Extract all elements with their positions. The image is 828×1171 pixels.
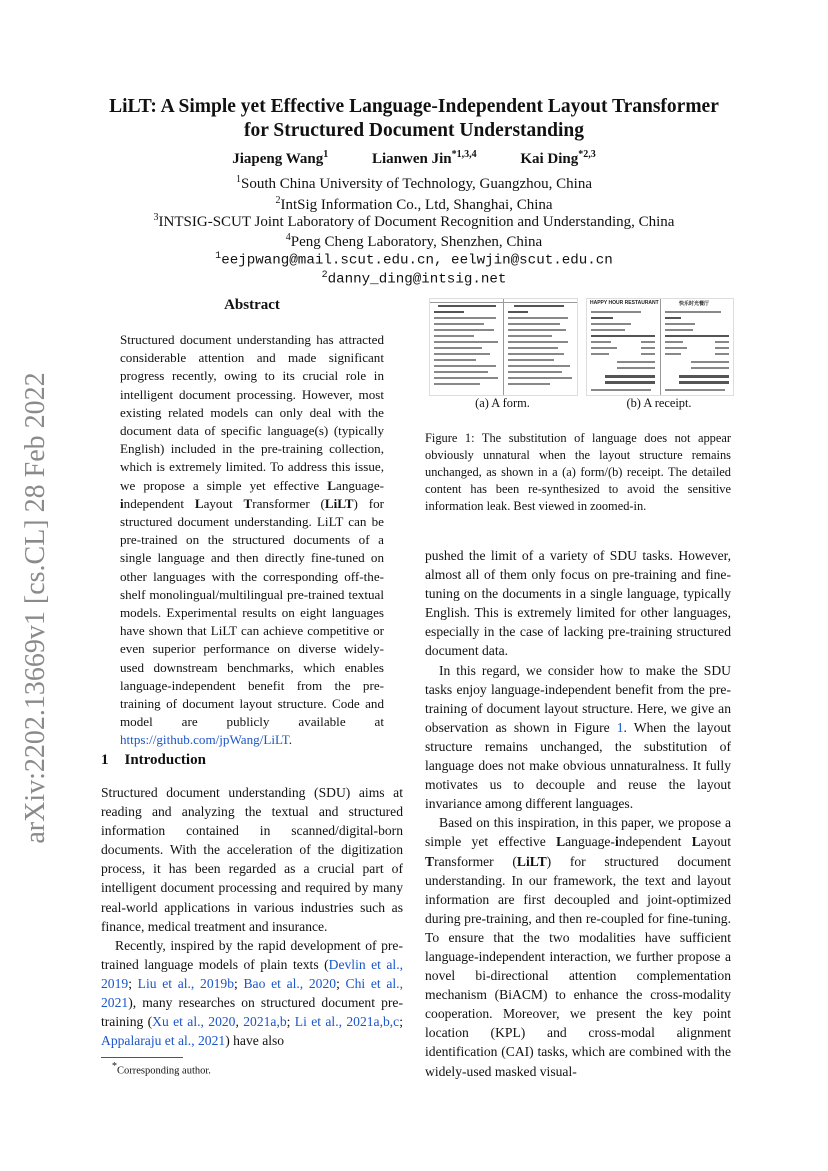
citation-chi[interactable]: Chi et al., 2021 bbox=[101, 975, 403, 1011]
title-line-1: LiLT: A Simple yet Effective Language-Independent Layout Transformer bbox=[109, 96, 719, 117]
affiliation-2: $^2$IntSig Information Co., Ltd, Shanghai, China bbox=[275, 195, 553, 213]
intro-right-column bbox=[425, 546, 731, 1081]
intro-paragraph-2: Recently, inspired by the rapid development of pre-trained language models of plain texts (Devlin et al., 2019; Liu et al., 2019b; Bao et al., 2020; Chi et al., 2021), many researches on structured document pre-training (Xu et al., 2020, 2021a,b; Li et al., 2021a,b,c; Appalaraju et al., 2021) have also bbox=[101, 937, 404, 1049]
author-list bbox=[60, 149, 768, 168]
email-line-1: $^1$eejpwang@mail.scut.edu.cn, eelwjin@scut.edu.cn bbox=[215, 251, 613, 269]
subcaption-form: (a) A form. bbox=[475, 396, 530, 410]
intro-right-paragraph-2: In this regard, we consider how to make the SDU tasks enjoy language-independent benefit from the pre-training of document layout structure. Here, we give an observation as shown in Figure 1. When the layout structure remains unchanged, the substitution of language does not make obvious unnaturalness. It fully motivates us to decouple and reuse the layout invariance among different languages. bbox=[425, 662, 731, 812]
form-image bbox=[429, 298, 578, 396]
intro-left-column bbox=[101, 783, 403, 1050]
abstract-heading: Abstract bbox=[224, 297, 280, 313]
author-1: Jiapeng Wang$^1$ bbox=[232, 149, 329, 167]
email-line-2: $^2$danny_ding@intsig.net bbox=[321, 270, 507, 288]
intro-right-paragraph-3: Based on this inspiration, in this paper, we propose a simple yet effective Language-independent Layout Transformer (LiLT) for structured document understanding. In our framework, the text and layout information are first decoupled and joint-optimized during pre-training, and then re-coupled for fine-tuning. To ensure that the two modalities have sufficient language-independent interaction, we further propose a novel bi-directional attention complementation mechanism (BiACM) to enhance the cross-modality cooperation. Moreover, we present the key point location (KPL) and cross-modal alignment identification (CAI) tasks, which are combined with the widely-used masked visual- bbox=[425, 815, 731, 1079]
code-link[interactable]: https://github.com/jpWang/LiLT bbox=[120, 732, 289, 748]
citation-bao[interactable]: Bao et al., 2020 bbox=[243, 975, 337, 991]
intro-paragraph-1: Structured document understanding (SDU) aims at reading and analyzing the textual and structured information contained in scanned/digital-born documents. With the acceleration of the digitization process, it has been regarded as a crucial part of intelligent document processing and required by many real-world applications in various industries such as finance, medical treatment and insurance. bbox=[101, 785, 403, 934]
citation-xu-2020[interactable]: Xu et al., 2020 bbox=[152, 1014, 236, 1030]
abstract-body: Structured document understanding has attracted considerable attention and made significant progress recently, owing to its crucial role in intelligent document processing. However, most existing related models can only deal with the document data of specific language(s) (typically English) included in the pre-training collection, which is extremely limited. To address this issue, we propose a simple yet effective Language-independent Layout Transformer (LiLT) for structured document understanding. LiLT can be pre-trained on the structured documents of a single language and then directly fine-tuned on other languages with the corresponding off-the-shelf monolingual/multilingual pre-trained textual models. Experimental results on eight languages have shown that LiLT can achieve competitive or even superior performance on diverse widely-used downstream benchmarks, which enables language-independent benefit from the pre-training of document layout structure. Code and model are publicly available at https://github.com/jpWang/LiLT. bbox=[120, 332, 384, 748]
figure-caption: Figure 1: The substitution of language does not appear obviously unnatural when the layout structure remains unchanged, as shown in a (a) form/(b) receipt. The detailed content has been re-synthesized to avoid the sensitive information leak. Best viewed in zoomed-in. bbox=[425, 431, 731, 513]
citation-xu-2021[interactable]: 2021a,b bbox=[243, 1014, 287, 1030]
receipt-image: HAPPY HOUR RESTAURANT 快乐时光餐厅 bbox=[586, 298, 734, 396]
affiliation-4: $^4$Peng Cheng Laboratory, Shenzhen, China bbox=[285, 232, 543, 250]
author-3: Kai Ding$^{*2,3}$ bbox=[520, 149, 596, 167]
affiliation-3: $^3$INTSIG-SCUT Joint Laboratory of Document Recognition and Understanding, China bbox=[153, 212, 675, 230]
affiliation-1: $^1$South China University of Technology, Guangzhou, China bbox=[236, 174, 592, 192]
section-heading-introduction: 1 Introduction bbox=[101, 752, 206, 768]
paper-title bbox=[60, 95, 768, 143]
subcaption-receipt: (b) A receipt. bbox=[626, 396, 692, 410]
title-line-2: for Structured Document Understanding bbox=[244, 120, 584, 141]
footnote: *Corresponding author. bbox=[112, 1061, 211, 1077]
arxiv-stamp: arXiv:2202.13669v1 [cs.CL] 28 Feb 2022 bbox=[20, 372, 51, 844]
citation-appalaraju[interactable]: Appalaraju et al., 2021 bbox=[101, 1033, 226, 1049]
citation-liu[interactable]: Liu et al., 2019b bbox=[137, 975, 235, 991]
footnote-rule bbox=[101, 1057, 183, 1058]
author-2: Lianwen Jin$^{*1,3,4}$ bbox=[371, 149, 477, 167]
intro-right-paragraph-1: pushed the limit of a variety of SDU tasks. However, almost all of them only focus on pre-training and fine-tuning on the documents in a single language, typically English. This is extremely limited for other languages, especially in the case of lacking pre-training structured document data. bbox=[425, 548, 731, 659]
citation-li[interactable]: Li et al., 2021a,b,c bbox=[294, 1014, 400, 1030]
citation-devlin[interactable]: Devlin et al., 2019 bbox=[101, 956, 404, 991]
figure-1-reference[interactable]: 1 bbox=[616, 719, 624, 735]
